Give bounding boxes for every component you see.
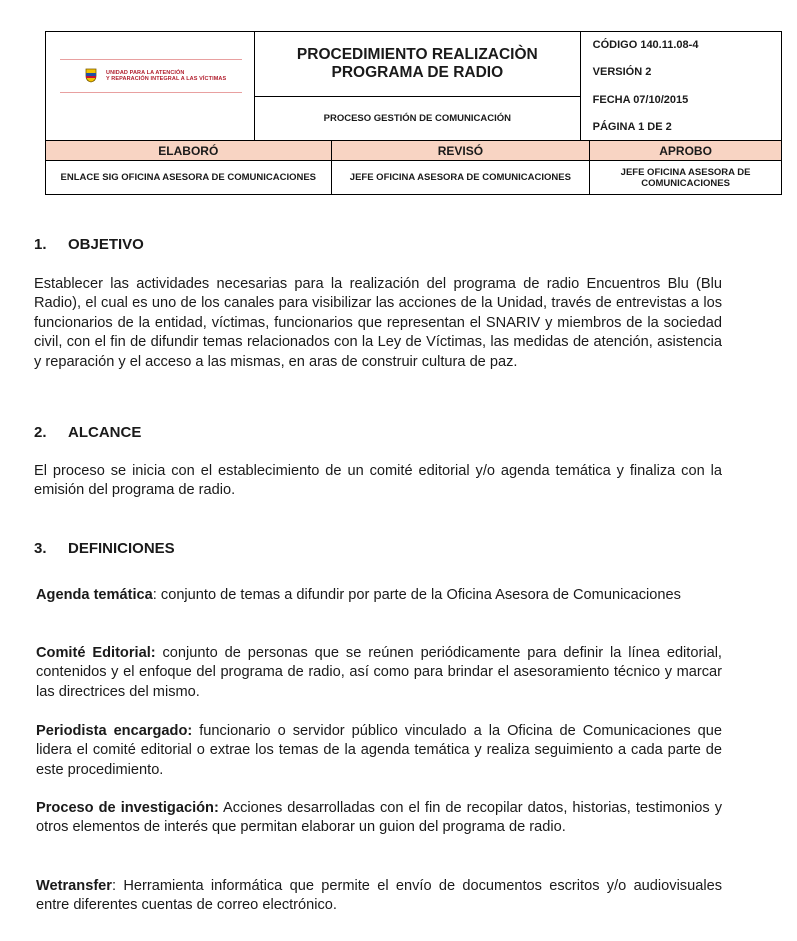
reviso-value: JEFE OFICINA ASESORA DE COMUNICACIONES — [331, 161, 590, 195]
definition-text: : conjunto de temas a difundir por parte de la Oficina Asesora de Comunicaciones — [152, 587, 681, 603]
definition-item — [36, 586, 722, 605]
logo-cell — [46, 32, 255, 142]
title-line-1: PROCEDIMIENTO REALIZACIÒN — [296, 45, 538, 63]
document-title — [255, 32, 581, 97]
definition-text: : Herramienta informática que permite el envío de documentos escritos y/o audiovisuales entre diferentes cuentas de correo electrónico. — [36, 878, 722, 914]
aprobo-header: APROBO — [590, 141, 782, 161]
definition-text: conjunto de personas que se reúnen periódicamente para definir la línea editorial, contenidos y el enfoque del programa de radio, así como para brindar el asesoramiento técnico y marcar las directrices del mismo. — [36, 645, 722, 700]
definition-item — [36, 799, 722, 838]
title-line-2: PROGRAMA DE RADIO — [331, 63, 504, 81]
definition-item — [36, 644, 722, 702]
definition-item — [36, 877, 722, 916]
definition-term: Proceso de investigación: — [36, 800, 219, 816]
elaboro-value: ENLACE SIG OFICINA ASESORA DE COMUNICACIONES — [46, 161, 332, 195]
elaboro-header: ELABORÓ — [46, 141, 332, 161]
document-header-table — [45, 31, 782, 142]
coat-of-arms-icon — [84, 68, 98, 83]
section-title: OBJETIVO — [68, 236, 144, 253]
section-title: ALCANCE — [68, 424, 142, 441]
logo-divider-bottom — [60, 92, 242, 93]
section-title: DEFINICIONES — [68, 540, 175, 557]
section-heading-definiciones — [34, 540, 175, 557]
section-number: 1. — [34, 236, 47, 253]
document-metadata — [580, 32, 781, 142]
reviso-header: REVISÓ — [331, 141, 590, 161]
codigo: CÓDIGO 140.11.08-4 — [592, 39, 699, 51]
definition-text: funcionario o servidor público vinculado a la Oficina de Comunicaciones que lidera el comité editorial o extrae los temas de la agenda temática y realiza seguimiento a cada parte de este procedimiento. — [36, 723, 722, 778]
section-heading-objetivo — [34, 236, 144, 253]
definition-term: Periodista encargado: — [36, 723, 193, 739]
definition-term: Wetransfer — [36, 878, 112, 894]
process-name: PROCESO GESTIÓN DE COMUNICACIÓN — [255, 96, 581, 141]
approval-table — [45, 140, 782, 195]
definition-term: Agenda temática — [36, 587, 153, 603]
definition-item — [36, 722, 722, 780]
logo-text — [106, 70, 226, 82]
section-heading-alcance — [34, 424, 141, 441]
logo-text-line1: UNIDAD PARA LA ATENCIÓN — [106, 70, 185, 76]
version: VERSIÓN 2 — [592, 66, 652, 79]
aprobo-value: JEFE OFICINA ASESORA DE COMUNICACIONES — [590, 161, 782, 195]
definition-term: Comité Editorial: — [36, 645, 156, 661]
section-number: 3. — [34, 540, 47, 557]
fecha: FECHA 07/10/2015 — [592, 93, 689, 106]
entity-logo — [46, 32, 254, 141]
objetivo-text: Establecer las actividades necesarias para la realización del programa de radio Encuentros Blu (Blu Radio), el cual es uno de los canales para visibilizar las acciones de la Unidad, través de entrevistas a los funcionarios de la entidad, víctimas, funcionarios que representan el SNARIV y miembros de la sociedad civil, con el fin de difundir temas relacionados con la Ley de Víctimas, las medidas de atención, asistencia y reparación y el acceso a las mismas, en aras de construir cultura de paz. — [34, 276, 722, 370]
definition-text: Acciones desarrolladas con el fin de recopilar datos, historias, testimonios y otros elementos de interés que permitan elaborar un guion del programa de radio. — [36, 800, 722, 836]
logo-text-line2: Y REPARACIÓN INTEGRAL A LAS VÍCTIMAS — [106, 76, 227, 82]
pagina: PÁGINA 1 DE 2 — [592, 120, 672, 133]
section-number: 2. — [34, 424, 47, 441]
logo-divider-top — [60, 59, 242, 60]
alcance-text: El proceso se inicia con el establecimiento de un comité editorial y/o agenda temática y finaliza con la emisión del programa de radio. — [34, 463, 722, 499]
